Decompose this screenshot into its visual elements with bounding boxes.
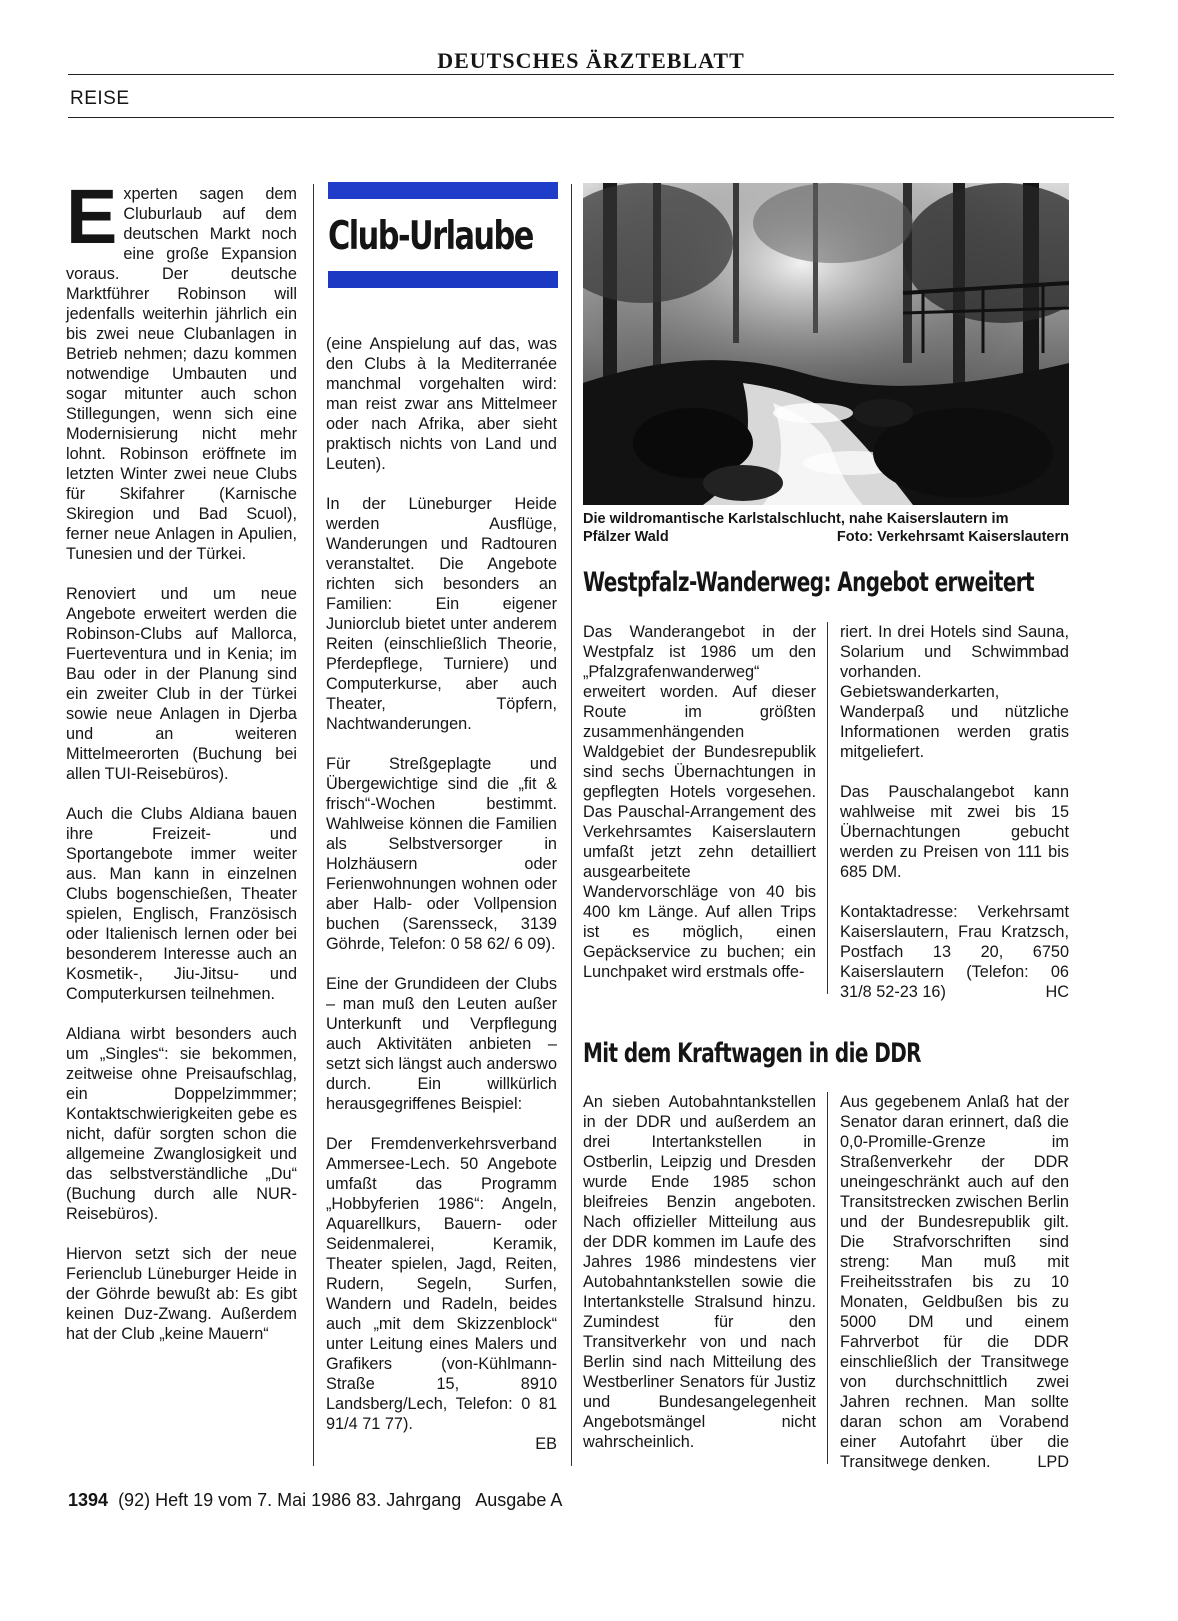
section-label: REISE <box>70 88 130 109</box>
column-1 <box>66 174 297 1344</box>
ddr-right-paragraph: Aus gegebenem Anlaß hat der Senator daran erinnert, daß die 0,0-Promille-Grenze im Straßenverkehr der DDR uneingeschränkt auch auf den Transitstrecken zwischen Berlin und der Bundesrepublik gilt. Die Strafvorschriften sind streng: Man muß mit Freiheitsstrafen bis zu 10 Monaten, Geldbußen bis zu 5000 DM und einem Fahrverbot für die DDR einschließlich der Transitwege von durchschnittlich zwei Jahren rechnen. Man sollte daran schon am Vorabend einer Autofahrt über die Transitwege denken. LPD <box>840 1093 1069 1471</box>
col2-signature: EB <box>535 1435 557 1453</box>
westpfalz-right-paragraph-1: riert. In drei Hotels sind Sauna, Solarium und Schwimmbad vorhanden. Gebietswanderkarten, Wanderpaß und nützliche Informationen werden gratis mitgeliefert. <box>840 623 1069 761</box>
column-2 <box>326 334 557 1454</box>
photo-karlstalschlucht <box>583 183 1069 505</box>
col2-paragraph-4: Eine der Grundideen der Clubs – man muß den Leuten außer Unterkunft und Verpflegung auch Aktivitäten anbieten – setzt sich längst auch anderswo durch. Ein willkürlich herausgegriffenes Beispiel: <box>326 975 557 1113</box>
caption-place: Pfälzer Wald <box>583 529 669 545</box>
photo-credit: Foto: Verkehrsamt Kaiserslautern <box>836 529 1069 545</box>
ddr-headline: Mit dem Kraftwagen in die DDR <box>583 1038 921 1069</box>
westpfalz-left-text: Das Wanderangebot in der Westpfalz ist 1986 um den „Pfalzgrafenwanderweg“ erweitert worden. Auf dieser Route im größten zusammenhängenden Waldgebiet der Bundesrepublik sind sechs Übernachtungen in gepflegten Hotels vorgesehen. Das Pauschal-Arrangement des Verkehrsamtes Kaiserslautern umfaßt jetzt zehn detailliert ausgearbeitete Wandervorschläge von 40 bis 400 km Länge. Auf allen Trips ist es möglich, einen Gepäckservice zu buchen; ein Lunchpaket wird erstmals offe- <box>583 623 816 981</box>
ddr-signature: LPD <box>1037 1453 1069 1471</box>
masthead: DEUTSCHES ÄRZTEBLATT <box>437 48 745 73</box>
ddr-right-column <box>840 1092 1069 1472</box>
col1-paragraph-5: Hiervon setzt sich der neue Ferienclub Lüneburger Heide in der Göhrde bewußt ab: Es gibt keinen Duz-Zwang. Außerdem hat der Club „keine Mauern“ <box>66 1245 297 1343</box>
col2-paragraph-1: (eine Anspielung auf das, was den Clubs à la Mediterranée manchmal vorgehalten wird: man reist zwar ans Mittelmeer oder nach Afrika, aber sieht praktisch nichts von Land und Leuten). <box>326 335 557 473</box>
edition: Ausgabe A <box>475 1490 563 1510</box>
westpfalz-right-paragraph-2: Das Pauschalangebot kann wahlweise mit zwei bis 15 Übernachtungen gebucht werden zu Preisen von 111 bis 685 DM. <box>840 783 1069 881</box>
westpfalz-headline: Westpfalz-Wanderweg: Angebot erweitert <box>583 567 1035 598</box>
col1-paragraph-2: Renoviert und um neue Angebote erweitert werden die Robinson-Clubs auf Mallorca, Fuerteventura und in Kenia; im Bau oder in der Planung sind ein zweiter Club in der Türkei sowie neue Anlagen in Djerba und an weiteren Mittelmeerorten (Buchung bei allen TUI-Reisebüros). <box>66 585 297 783</box>
photo-caption <box>583 510 1069 546</box>
westpfalz-left-column <box>583 622 816 982</box>
col2-paragraph-5: Der Fremdenverkehrsverband Ammersee-Lech. 50 Angebote umfaßt das Programm „Hobbyferien 1986“: Angeln, Aquarellkurs, Bauern- oder Seidenmalerei, Keramik, Theater spielen, Jagd, Reiten, Rudern, Segeln, Surfen, Wandern und Radeln, beides auch „mit dem Skizzenblock“ unter Leitung eines Malers und Grafikers (von-Kühlmann-Straße 15, 8910 Landsberg/Lech, Telefon: 0 81 91/4 71 77). <box>326 1135 557 1433</box>
blue-bar-bottom <box>328 271 558 288</box>
column-divider-1 <box>313 184 314 1466</box>
column-divider-2 <box>571 184 572 1466</box>
caption-line-2 <box>583 528 1069 546</box>
ddr-left-text: An sieben Autobahntankstellen in der DDR und außerdem an drei Intertankstellen in Ostberlin, Leipzig und Dresden wurde Ende 1985 schon bleifreies Benzin angeboten. Nach offizieller Mitteilung aus der DDR kommen im Laufe des Jahres 1986 mindestens vier Autobahntankstellen sowie die Intertankstelle Stralsund hinzu. Zumindest für den Transitverkehr von und nach Berlin sind nach Mitteilung des Westberliner Senators für Justiz und Bundesangelegenheit Angebotsmängel nicht wahrscheinlich. <box>583 1093 816 1451</box>
westpfalz-divider <box>827 622 828 994</box>
col1-paragraph-1: Experten sagen dem Cluburlaub auf dem deutschen Markt noch eine große Expansion voraus. Der deutsche Marktführer Robinson will jedenfalls weiterhin jährlich ein bis zwei neue Clubanlagen in Betrieb nehmen; dazu kommen notwendige Umbauten und sogar mitunter auch schon Stillegungen, wenn sich eine Modernisierung nicht mehr lohnt. Robinson eröffnete im letzten Winter zwei neue Clubs für Skifahrer (Karnische Skiregion und Bad Scuol), ferner neue Anlagen in Apulien, Tunesien und der Türkei. <box>66 174 297 563</box>
page-number: 1394 <box>68 1490 109 1510</box>
westpfalz-right-paragraph-3: Kontaktadresse: Verkehrsamt Kaiserslautern, Frau Kratzsch, Postfach 13 20, 6750 Kaiserslautern (Telefon: 06 31/8 52-23 16) HC <box>840 903 1069 1001</box>
ddr-divider <box>827 1092 828 1464</box>
col1-paragraph-3: Auch die Clubs Aldiana bauen ihre Freizeit- und Sportangebote immer weiter aus. Man kann in einzelnen Clubs bogenschießen, Theater spielen, Englisch, Französisch oder Italienisch lernen oder bei besonderem Interesse auch an Kosmetik-, Jiu-Jitsu- und Computerkursen teilnehmen. <box>66 805 297 1003</box>
dropcap: E <box>66 174 118 260</box>
masthead-rule <box>68 74 1114 75</box>
page-footer <box>68 1490 562 1511</box>
issue-info: (92) Heft 19 vom 7. Mai 1986 83. Jahrgang <box>118 1490 462 1510</box>
caption-line-1: Die wildromantische Karlstalschlucht, nahe Kaiserslautern im <box>583 511 1009 527</box>
col1-paragraph-4: Aldiana wirbt besonders auch um „Singles“: sie bekommen, zeitweise ohne Preisaufschlag, ein Doppelzimmmer; Kontaktschwierigkeiten gebe es nicht, dafür sorgten schon die allgemeine Zwanglosigkeit und das selbstverständliche „Du“ (Buchung durch alle NUR-Reisebüros). <box>66 1025 297 1223</box>
col2-paragraph-2: In der Lüneburger Heide werden Ausflüge, Wanderungen und Radtouren veranstaltet. Die Angebote richten sich besonders an Familien: Ein eigener Juniorclub bietet unter anderem Reiten (einschließlich Theorie, Pferdepflege, Turniere) und Computerkurse, aber auch Theater, Töpfern, Nachtwanderungen. <box>326 495 557 733</box>
westpfalz-right-column <box>840 622 1069 1002</box>
forest-stream-image <box>583 183 1069 505</box>
club-title: Club-Urlaube <box>328 214 533 259</box>
section-rule <box>68 117 1114 118</box>
ddr-left-column <box>583 1092 816 1452</box>
col2-paragraph-3: Für Streßgeplagte und Übergewichtige sind die „fit & frisch“-Wochen bestimmt. Wahlweise können die Familien als Selbstversorger in Holzhäusern oder Ferienwohnungen wohnen oder aber Halb- oder Vollpension buchen (Sarensseck, 3139 Göhrde, Telefon: 0 58 62/ 6 09). <box>326 755 557 953</box>
westpfalz-signature: HC <box>1045 983 1069 1001</box>
blue-bar-top <box>328 182 558 199</box>
